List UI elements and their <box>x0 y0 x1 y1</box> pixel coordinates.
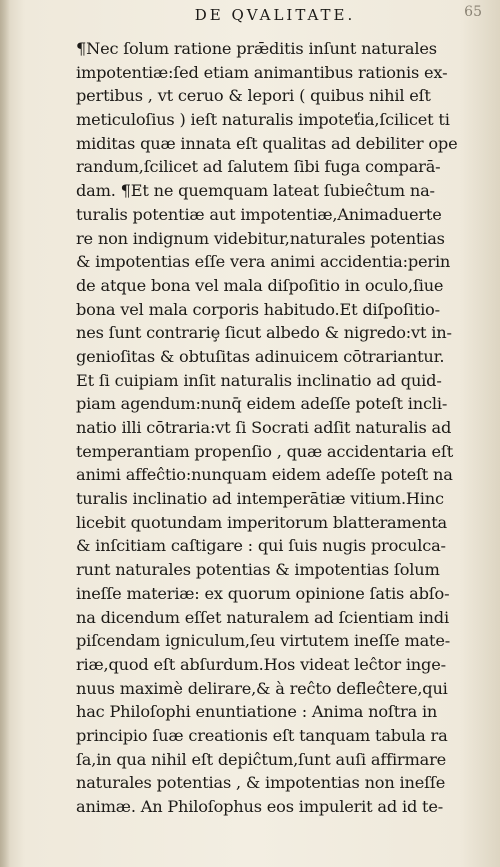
text-line: ineſſe materiæ: ex quorum opinione ſatis abſo- <box>76 583 450 603</box>
body-text-block <box>76 37 464 819</box>
text-line: bona vel mala corporis habitudo.Et diſpoſitio- <box>76 299 440 319</box>
text-line: de atque bona vel mala diſpoſitio in oculo,ſiue <box>76 275 444 295</box>
text-line: naturales potentias , & impotentias non ineſſe <box>76 773 446 793</box>
text-line: impotentiæ:ſed etiam animantibus rationis ex- <box>76 62 448 82</box>
text-line: & impotentias eſſe vera animi accidentia:perin <box>76 252 451 272</box>
text-line: licebit quotundam imperitorum blatteramenta <box>76 512 447 532</box>
text-line: miditas quæ innata eſt qualitas ad debiliter ope <box>76 133 458 153</box>
text-line: na dicendum eſſet naturalem ad ſcientiam indi <box>76 607 449 627</box>
text-line: riæ,quod eſt abſurdum.Hos videat leĉtor inge- <box>76 654 446 674</box>
text-line: & inſcitiam caſtigare : qui ſuis nugis proculca- <box>76 536 446 556</box>
text-line: animæ. An Philoſophus eos impulerit ad id te- <box>76 797 444 816</box>
text-line: natio illi cōtraria:vt ſi Socrati adſit naturalis ad <box>76 418 452 437</box>
folio-number: 65 <box>464 4 482 20</box>
text-line: turalis inclinatio ad intemperātiæ vitium.Hinc <box>76 489 444 509</box>
text-line: randum,ſcilicet ad ſalutem ſibi fuga comparā- <box>76 157 441 177</box>
text-line: Et ſi cuipiam inſit naturalis inclinatio ad quid- <box>76 370 442 390</box>
text-line: nes ſunt contrariȩ ſicut albedo & nigredo:vt in- <box>76 323 452 343</box>
text-line: nuus maximè delirare,& à reĉto defleĉtere,qui <box>76 678 448 698</box>
text-line: re non indignum videbitur,naturales potentias <box>76 228 445 248</box>
page-gutter-shadow <box>0 0 10 867</box>
text-line: pertibus , vt ceruo & lepori ( quibus nihil eſt <box>76 86 431 106</box>
text-line: runt naturales potentias & impotentias ſolum <box>76 560 440 580</box>
text-line: piſcendam igniculum,ſeu virtutem ineſſe mate- <box>76 631 450 651</box>
text-line: animi affeĉtio:nunquam eidem adeſſe poteſt na <box>76 465 453 485</box>
text-line: temperantiam propenſio , quæ accidentaria eſt <box>76 441 454 461</box>
text-line: principio ſuæ creationis eſt tanquam tabula ra <box>76 725 448 745</box>
text-line: ſa,in qua nihil eſt depiĉtum,ſunt auſi affirmare <box>76 749 446 769</box>
text-line: meticuloſius ) ieſt naturalis impoteťia,ſcilicet ti <box>76 110 450 130</box>
text-line: ¶Nec ſolum ratione prǣditis inſunt naturales <box>76 39 437 58</box>
text-line: hac Philoſophi enuntiatione : Anima noſtra in <box>76 702 438 722</box>
text-line: dam. ¶Et ne quemquam lateat ſubieĉtum na- <box>76 181 435 201</box>
running-head: DE QVALITATE. <box>194 6 356 24</box>
text-line: turalis potentiæ aut impotentiæ,Animaduerte <box>76 204 442 224</box>
text-line: piam agendum:nunq̄ eidem adeſſe poteſt incli- <box>76 394 448 414</box>
text-line: genioſitas & obtuſitas adinuicem cōtrariantur. <box>76 346 445 366</box>
